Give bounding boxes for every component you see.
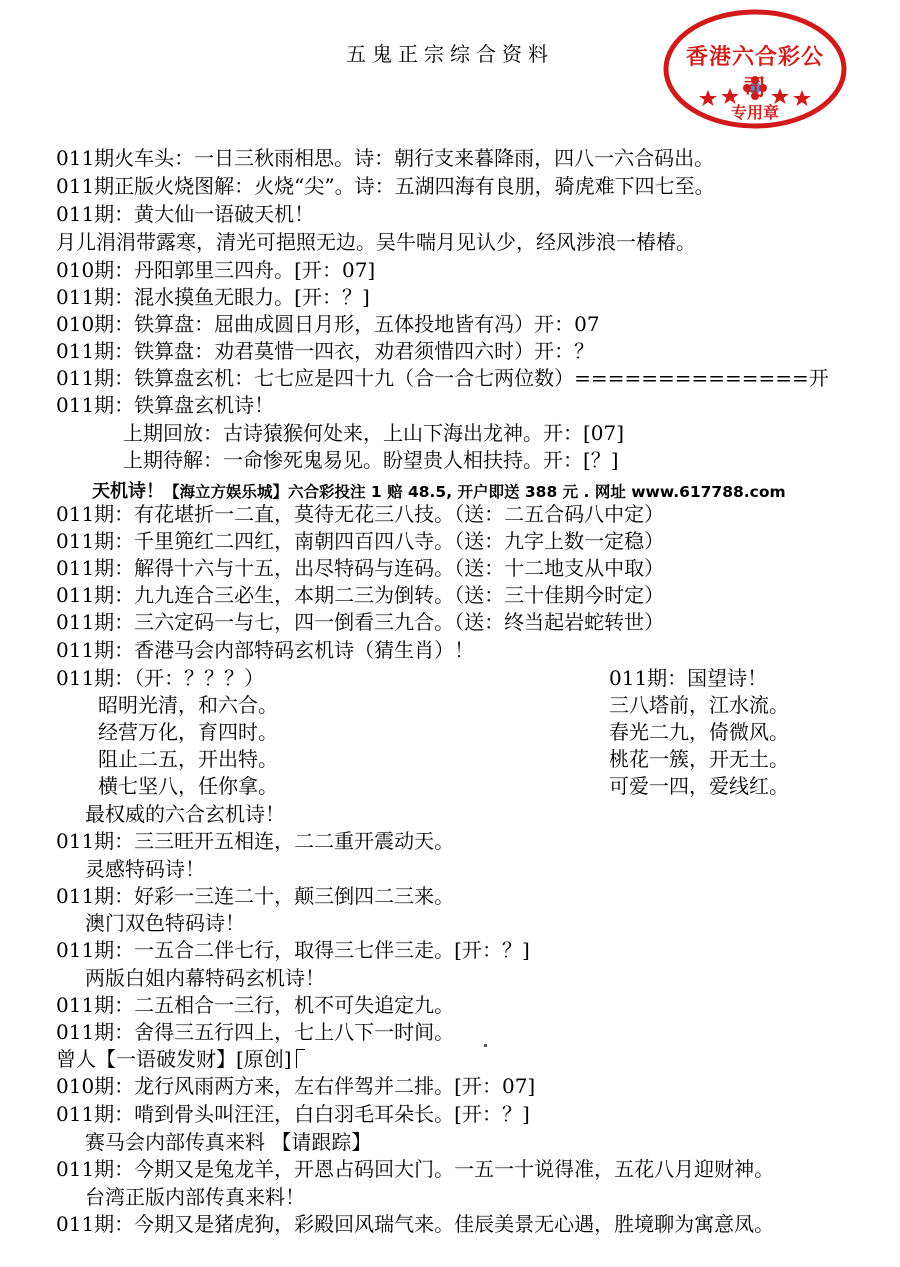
review-line: 上期回放：古诗猿猴何处来，上山下海出龙神。开：[07]	[123, 421, 625, 445]
text-line: 011期：好彩一三连二十，颠三倒四二三来。	[56, 884, 455, 908]
text-line: 011期：九九连合三必生，本期二三为倒转。（送：三十佳期今时定）	[56, 583, 665, 607]
section-heading: 两版白姐内幕特码玄机诗！	[85, 966, 325, 990]
ad-lead: 天机诗！	[92, 481, 164, 502]
text-line: 011期：今期又是兔龙羊，开恩占码回大门。一五一十说得准，五花八月迎财神。	[56, 1157, 775, 1181]
text-line: 011期：二五相合一三行，机不可失追定九。	[56, 993, 455, 1017]
poem-right-heading: 011期：国望诗！	[609, 666, 768, 690]
text-line: 011期：千里篼红二四红，南朝四百四八寺。（送：九字上数一定稳）	[56, 529, 665, 553]
ad-text: 【海立方娱乐城】六合彩投注 1 赔 48.5, 开户即送 388 元 . 网址 www.617788.com	[164, 483, 786, 501]
seal-text: 香港六合彩公司	[685, 45, 824, 101]
section-heading: 灵感特码诗！	[85, 857, 205, 881]
review-line: 上期待解：一命惨死鬼易见。盼望贵人相扶持。开：[？]	[123, 448, 619, 472]
text-line	[56, 1046, 305, 1072]
text-line: 011期：舍得三五行四上，七上八下一时间。	[56, 1020, 455, 1044]
text-line: 011期：铁算盘玄机：七七应是四十九（合一合七两位数）==============开	[56, 366, 829, 390]
text-line-content: 曾人【一语破发财】[原创]	[56, 1047, 292, 1071]
text-line: 010期：龙行风雨两方来，左右伴驾并二排。[开：07]	[56, 1074, 536, 1098]
text-line: 010期：丹阳郭里三四舟。[开：07]	[56, 258, 376, 282]
text-line: 011期：三六定码一与七，四一倒看三九合。（送：终当起岩蛇转世）	[56, 610, 665, 634]
text-line: 011期：铁算盘玄机诗！	[56, 393, 275, 417]
text-line: 011期：三三旺开五相连，二二重开震动天。	[56, 829, 455, 853]
text-line: 011期：香港马会内部特码玄机诗（猜生肖）！	[56, 638, 475, 662]
text-line: 011期：有花堪折一二直，莫待无花三八技。（送：二五合码八中定）	[56, 502, 665, 526]
section-heading: 赛马会内部传真来料 【请跟踪】	[85, 1130, 372, 1154]
poem-line: 三八塔前，江水流。	[609, 693, 789, 717]
text-line: 011期火车头：一日三秋雨相思。诗：朝行支来暮降雨，四八一六合码出。	[56, 146, 715, 170]
poem-line: 阻止二五，开出特。	[98, 747, 278, 771]
text-line: 010期：铁算盘：屈曲成圆日月形，五体投地皆有冯）开：07	[56, 312, 600, 336]
poem-line: 昭明光清，和六合。	[98, 693, 278, 717]
section-heading: 台湾正版内部传真来料！	[85, 1185, 305, 1209]
text-line: 011期：今期又是猪虎狗，彩殿回风瑞气来。佳辰美景无心遇，胜境聊为寓意凤。	[56, 1212, 775, 1236]
poem-line: 可爱一四，爱线红。	[609, 774, 789, 798]
text-line: 011期：啃到骨头叫汪汪，白白羽毛耳朵长。[开：？]	[56, 1102, 530, 1126]
text-line: 011期：一五合二伴七行，取得三七伴三走。[开：？]	[56, 938, 530, 962]
text-line: 011期：黄大仙一语破天机！	[56, 202, 315, 226]
poem-line: 经营万化，育四时。	[98, 720, 278, 744]
poem-line: 春光二九，倚微风。	[609, 720, 789, 744]
text-line: 011期：铁算盘：劝君莫惜一四衣，劝君须惜四六时）开：？	[56, 339, 595, 363]
poem-line: 桃花一簇，开无土。	[609, 747, 789, 771]
ad-banner	[92, 477, 786, 503]
section-heading: 最权威的六合玄机诗！	[85, 802, 285, 826]
corner-bracket-mark	[296, 1049, 305, 1068]
poem-line: 横七坚八，任你拿。	[98, 774, 278, 798]
text-line: 011期：混水摸鱼无眼力。[开：？]	[56, 285, 370, 309]
section-heading: 澳门双色特码诗！	[85, 911, 245, 935]
seal-subtext: 专用章	[730, 103, 779, 122]
page-title: 五鬼正宗综合资料	[346, 42, 554, 66]
text-line: 011期正版火烧图解：火烧“尖”。诗：五湖四海有良朋，骑虎难下四七至。	[56, 174, 715, 198]
text-line: 011期：解得十六与十五，出尽特码与连码。（送：十二地支从中取）	[56, 556, 665, 580]
text-line: 011期：（开：？？？）	[56, 666, 265, 690]
text-line: 月儿涓涓带露寒，清光可挹照无边。吴牛喘月见认少，经风涉浪一椿椿。	[56, 230, 696, 254]
stray-mark	[484, 1044, 487, 1047]
